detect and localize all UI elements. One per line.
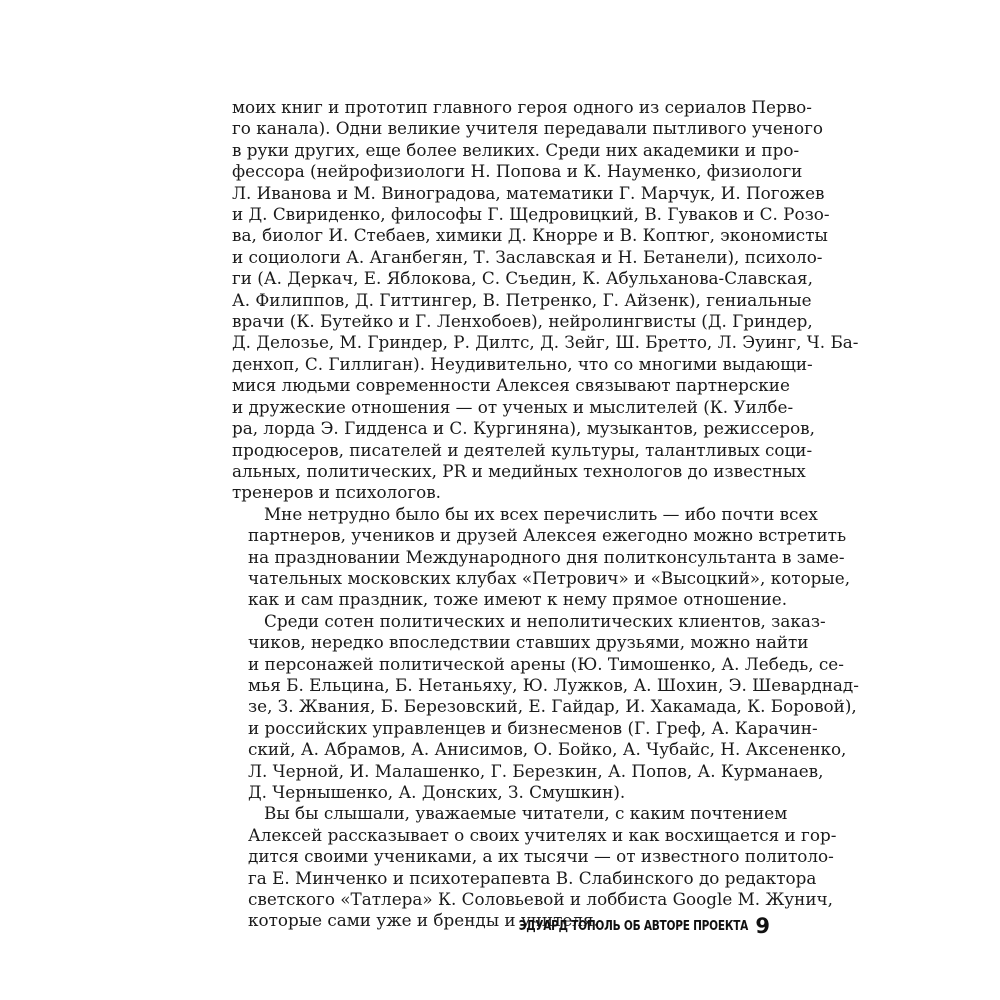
text-line: ра, лорда Э. Гидденса и С. Кургиняна), музыкантов, режиссеров, [232,418,815,439]
text-line: А. Филиппов, Д. Гиттингер, В. Петренко, Г. Айзенк), гениальные [232,289,812,310]
running-title: ЭДУАРД ТОПОЛЬ ОБ АВТОРЕ ПРОЕКТА [518,918,748,934]
text-line: ва, биолог И. Стебаев, химики Д. Кнорре и В. Коптюг, экономисты [232,225,828,246]
page-text-area [232,97,859,932]
text-line: на праздновании Международного дня политконсультанта в заме- [248,546,845,567]
text-line: ги (А. Деркач, Е. Яблокова, С. Съедин, К. Абульханова-Славская, [232,268,813,289]
text-line: дится своими учениками, а их тысячи — от известного политоло- [248,846,834,867]
text-line: тренеров и психологов. [232,482,441,503]
text-line: и дружеские отношения — от ученых и мыслителей (К. Уилбе- [232,396,794,417]
text-line: моих книг и прототип главного героя одного из сериалов Перво- [232,97,812,117]
paragraph [232,610,859,804]
text-line: ский, А. Абрамов, А. Анисимов, О. Бойко, А. Чубайс, Н. Аксененко, [248,739,847,760]
text-line: Д. Делозье, М. Гриндер, Р. Дилтс, Д. Зейг, Ш. Бретто, Л. Эуинг, Ч. Ба- [232,332,859,353]
text-line: и Д. Свириденко, философы Г. Щедровицкий, В. Гуваков и С. Розо- [232,204,830,225]
text-line: фессора (нейрофизиологи Н. Попова и К. Науменко, физиологи [232,161,803,182]
text-line: чательных московских клубах «Петрович» и «Высоцкий», которые, [248,567,851,588]
paragraph [232,803,837,931]
text-line: Мне нетрудно было бы их всех перечислить — ибо почти всех [264,503,818,524]
text-line: и персонажей политической арены (Ю. Тимошенко, А. Лебедь, се- [248,653,844,674]
text-line: светского «Татлера» К. Соловьевой и лоббиста Google М. Жунич, [248,889,833,910]
text-line: Алексей рассказывает о своих учителях и как восхищается и гор- [248,824,837,845]
text-line: чиков, нередко впоследствии ставших друзьями, можно найти [248,632,809,653]
text-line: партнеров, учеников и друзей Алексея ежегодно можно встретить [248,525,847,546]
text-line: врачи (К. Бутейко и Г. Ленхобоев), нейролингвисты (Д. Гриндер, [232,311,813,332]
text-line: как и сам праздник, тоже имеют к нему прямое отношение. [248,589,788,610]
paragraph [232,503,851,611]
paragraph [232,97,859,504]
text-line: зе, З. Жвания, Б. Березовский, Е. Гайдар, И. Хакамада, К. Боровой), [248,696,857,717]
text-line: альных, политических, PR и медийных технологов до известных [232,460,806,481]
text-line: мися людьми современности Алексея связывают партнерские [232,375,790,396]
running-footer [518,914,776,942]
text-line: го канала). Одни великие учителя передавали пытливого ученого [232,118,823,139]
text-line: денхоп, С. Гиллиган). Неудивительно, что со многими выдающи- [232,353,813,374]
text-line: в руки других, еще более великих. Среди них академики и про- [232,139,800,160]
page-number: 9 [755,914,770,938]
text-line: Среди сотен политических и неполитических клиентов, заказ- [264,610,826,631]
text-line: Л. Черной, И. Малашенко, Г. Березкин, А. Попов, А. Курманаев, [248,760,824,781]
text-line: мья Б. Ельцина, Б. Нетаньяху, Ю. Лужков, А. Шохин, Э. Шеварднад- [248,674,859,695]
body-text [232,97,859,932]
text-line: которые сами уже и бренды и учителя. [248,910,599,931]
text-line: и российских управленцев и бизнесменов (Г. Греф, А. Карачин- [248,717,818,738]
text-line: Д. Чернышенко, А. Донских, З. Смушкин). [248,782,626,802]
text-line: га Е. Минченко и психотерапевта В. Слабинского до редактора [248,867,817,888]
text-line: Вы бы слышали, уважаемые читатели, с каким почтением [264,803,788,824]
text-line: Л. Иванова и М. Виноградова, математики Г. Марчук, И. Погожев [232,182,825,203]
text-line: и социологи А. Аганбегян, Т. Заславская и Н. Бетанели), психоло- [232,246,823,267]
text-line: продюсеров, писателей и деятелей культуры, талантливых соци- [232,439,813,460]
